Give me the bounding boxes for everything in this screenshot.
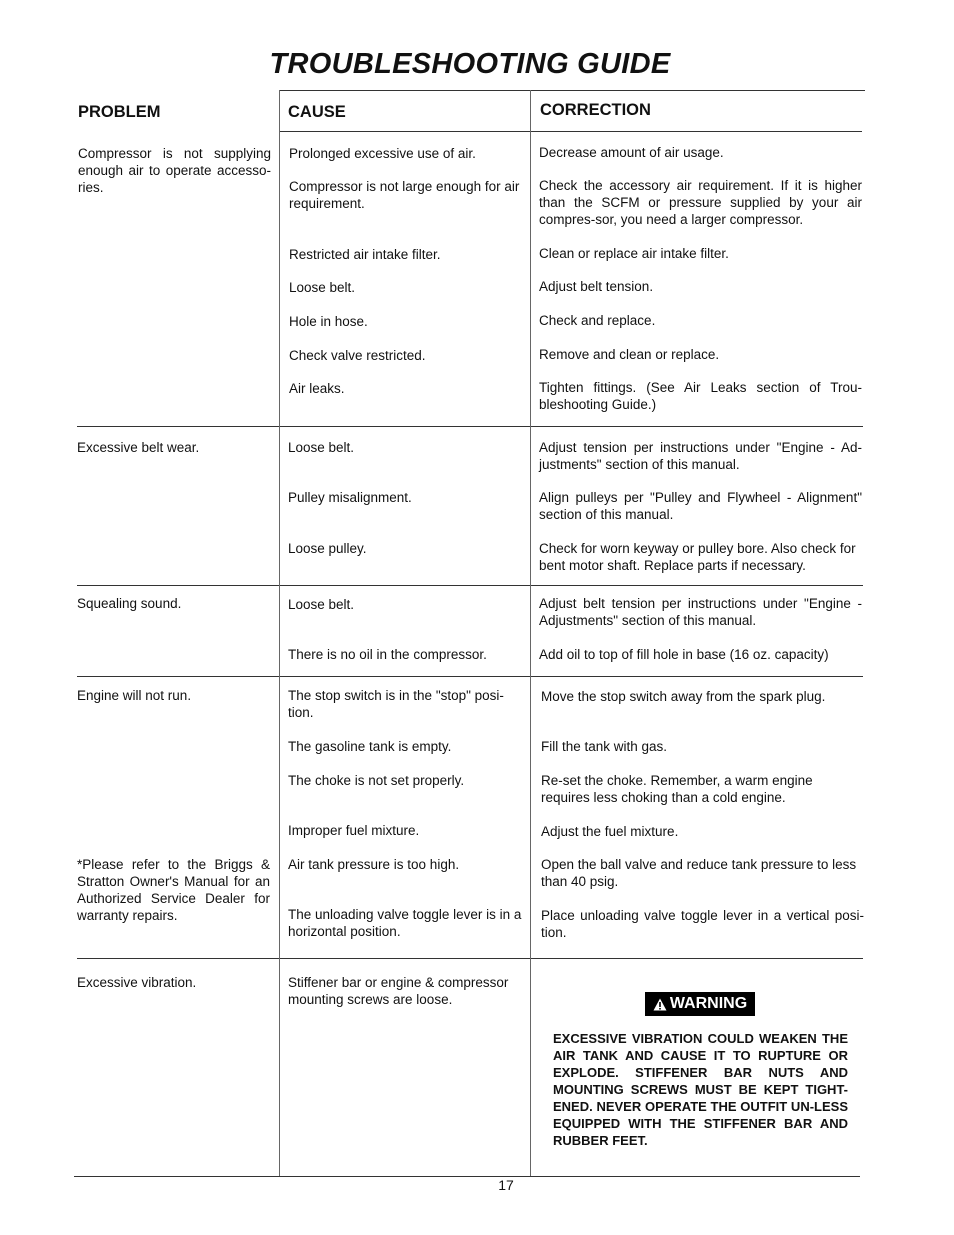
- correction-text: Re-set the choke. Remember, a warm engine requires less choking than a cold engine.: [541, 773, 813, 805]
- warning-label: WARNING: [669, 995, 748, 1012]
- correction-text: Adjust belt tension.: [539, 279, 654, 294]
- cause-text: Loose belt.: [289, 280, 356, 295]
- cause-text: Compressor is not large enough for air requirement.: [289, 179, 520, 211]
- cause-text: The choke is not set properly.: [288, 773, 465, 788]
- section-divider: [77, 958, 863, 959]
- correction-text: Move the stop switch away from the spark plug.: [541, 689, 826, 704]
- cause-text: Hole in hose.: [289, 314, 368, 329]
- problem-text: Compressor is not supplying enough air to operate accesso-ries.: [78, 146, 271, 195]
- correction-text: Check for worn keyway or pulley bore. Also check for bent motor shaft. Replace parts if necessary.: [539, 541, 856, 573]
- cause-text: Improper fuel mixture.: [288, 823, 420, 838]
- cause-text: Loose belt.: [288, 597, 355, 612]
- correction-text: Open the ball valve and reduce tank pressure to less than 40 psig.: [541, 857, 857, 889]
- cause-text: Restricted air intake filter.: [289, 247, 441, 262]
- correction-text: Decrease amount of air usage.: [539, 145, 724, 160]
- section-divider: [77, 676, 863, 677]
- section-divider: [77, 426, 863, 427]
- problem-text: Engine will not run.: [77, 688, 192, 703]
- cause-text: Pulley misalignment.: [288, 490, 412, 505]
- cause-text: Air leaks.: [289, 381, 345, 396]
- correction-text: Remove and clean or replace.: [539, 347, 720, 362]
- page-number: 17: [498, 1177, 514, 1193]
- correction-column-rule: [530, 90, 531, 1176]
- correction-column-header: CORRECTION: [540, 101, 651, 119]
- correction-text: Check and replace.: [539, 313, 656, 328]
- correction-text: Align pulleys per "Pulley and Flywheel - Alignment" section of this manual.: [539, 490, 862, 522]
- problem-text: Excessive vibration.: [77, 975, 197, 990]
- problem-column-header: PROBLEM: [78, 103, 161, 121]
- cause-text: Check valve restricted.: [289, 348, 426, 363]
- cause-text: The gasoline tank is empty.: [288, 739, 452, 754]
- correction-text: Tighten fittings. (See Air Leaks section of Trou-bleshooting Guide.): [539, 380, 862, 412]
- warning-text: EXCESSIVE VIBRATION COULD WEAKEN THE AIR TANK AND CAUSE IT TO RUPTURE OR EXPLODE. STIFFENER BAR NUTS AND MOUNTING SCREWS MUST BE KEPT TIGHT-ENED. NEVER OPERATE THE OUTFIT UN-LESS EQUIPPED WITH THE STIFFENER BAR AND RUBBER FEET.: [553, 1031, 848, 1148]
- cause-text: The unloading valve toggle lever is in a horizontal position.: [288, 907, 522, 939]
- warning-badge: [645, 992, 755, 1016]
- correction-text: Check the accessory air requirement. If it is higher than the SCFM or pressure supplied by your air compres-sor, you need a larger compressor.: [539, 178, 862, 227]
- problem-note: *Please refer to the Briggs & Stratton Owner's Manual for an Authorized Service Dealer for warranty repairs.: [77, 857, 270, 923]
- cause-text: The stop switch is in the "stop" posi-tion.: [288, 688, 504, 720]
- correction-text: Adjust the fuel mixture.: [541, 824, 679, 839]
- cause-text: Loose belt.: [288, 440, 355, 455]
- correction-text: Place unloading valve toggle lever in a vertical posi-tion.: [541, 908, 864, 940]
- cause-column-rule: [279, 90, 280, 1176]
- correction-text: Adjust belt tension per instructions under "Engine - Adjustments" section of this manual.: [539, 596, 862, 628]
- problem-text: Excessive belt wear.: [77, 440, 200, 455]
- cause-text: There is no oil in the compressor.: [288, 647, 487, 662]
- header-bottom-rule: [279, 131, 862, 132]
- correction-text: Add oil to top of fill hole in base (16 oz. capacity): [539, 647, 829, 662]
- cause-text: Stiffener bar or engine & compressor mounting screws are loose.: [288, 975, 509, 1007]
- cause-text: Loose pulley.: [288, 541, 367, 556]
- cause-text: Air tank pressure is too high.: [288, 857, 460, 872]
- cause-column-header: CAUSE: [288, 103, 346, 121]
- page-title: TROUBLESHOOTING GUIDE: [269, 48, 671, 80]
- table-top-rule: [279, 90, 865, 91]
- correction-text: Fill the tank with gas.: [541, 739, 668, 754]
- correction-text: Clean or replace air intake filter.: [539, 246, 729, 261]
- correction-text: Adjust tension per instructions under "Engine - Ad-justments" section of this manual.: [539, 440, 862, 472]
- section-divider: [77, 585, 863, 586]
- cause-text: Prolonged excessive use of air.: [289, 146, 476, 161]
- warning-triangle-icon: [653, 998, 667, 1011]
- problem-text: Squealing sound.: [77, 596, 182, 611]
